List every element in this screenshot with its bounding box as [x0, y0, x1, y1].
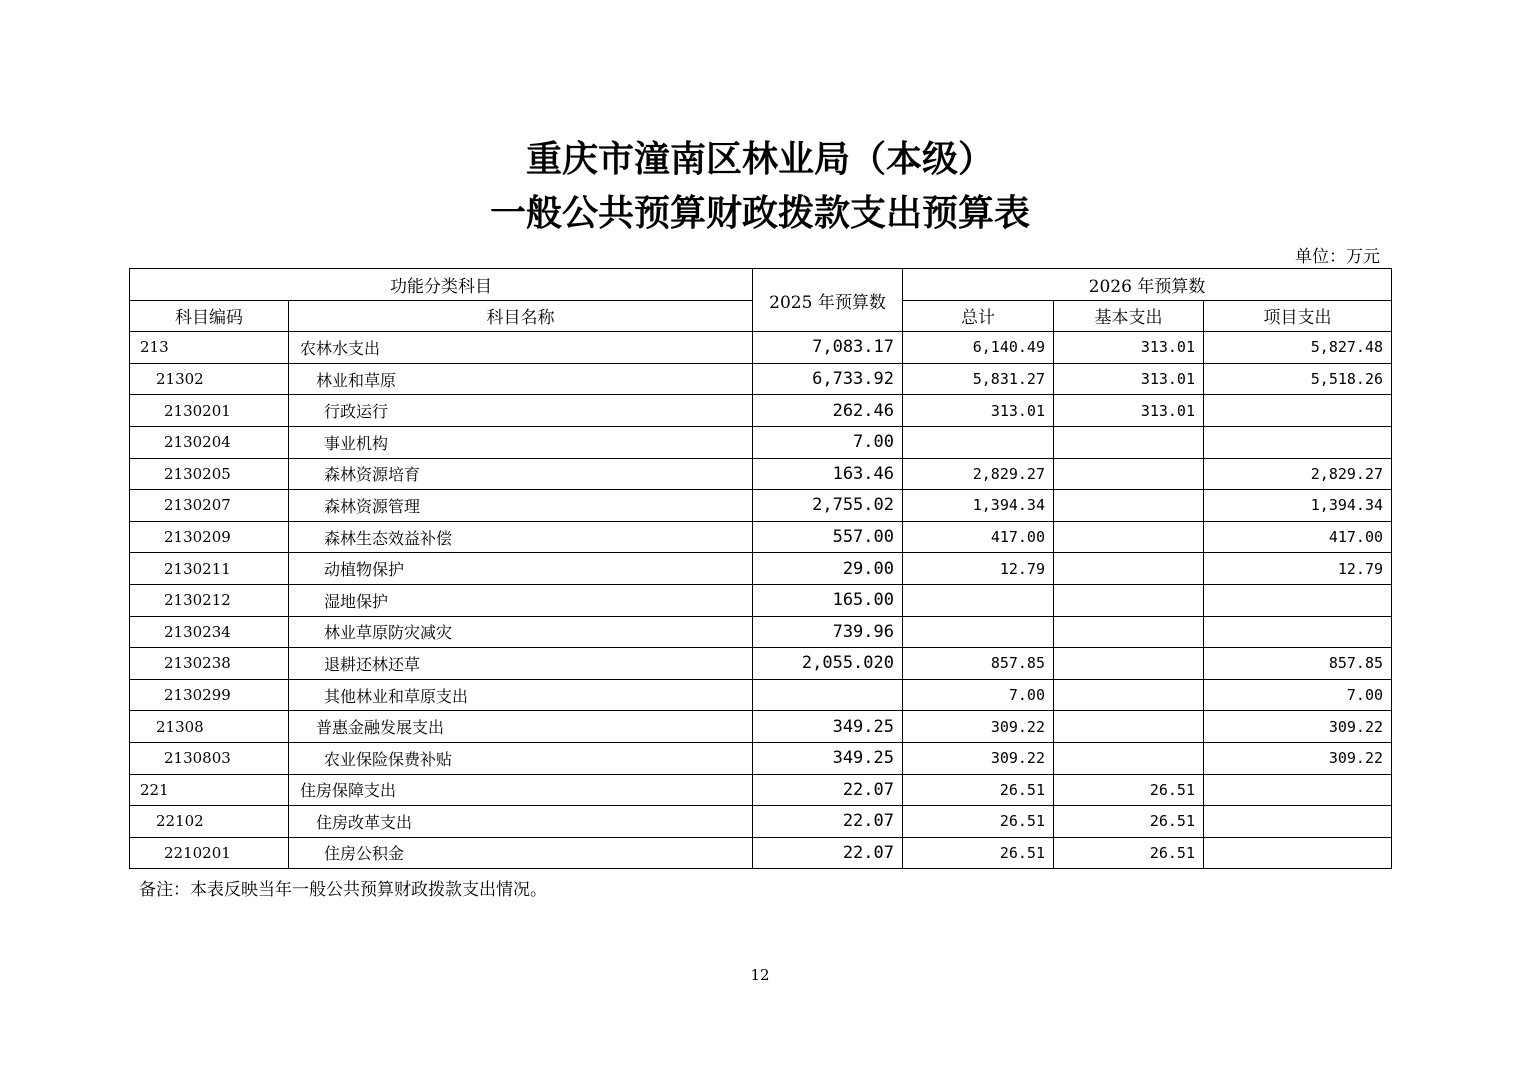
table-row: [130, 395, 1392, 427]
row-budget-2025: 22.07: [753, 774, 903, 806]
row-name: 其他林业和草原支出: [289, 679, 753, 711]
row-project: 309.22: [1204, 742, 1392, 774]
row-basic: 26.51: [1054, 806, 1204, 838]
row-code: 2130211: [130, 553, 289, 585]
row-budget-2025: 262.46: [753, 395, 903, 427]
row-budget-2025: [753, 679, 903, 711]
row-budget-2025: 349.25: [753, 742, 903, 774]
row-basic: [1054, 616, 1204, 648]
table-row: [130, 332, 1392, 364]
row-project: 857.85: [1204, 648, 1392, 680]
row-total: 313.01: [903, 395, 1054, 427]
row-name: 森林资源培育: [289, 458, 753, 490]
row-name: 林业和草原: [289, 363, 753, 395]
row-code: 2210201: [130, 837, 289, 869]
row-basic: [1054, 553, 1204, 585]
row-name: 森林资源管理: [289, 490, 753, 522]
page-title-line1: 重庆市潼南区林业局（本级）: [525, 138, 994, 180]
row-budget-2025: 2,755.02: [753, 490, 903, 522]
row-code: 221: [130, 774, 289, 806]
row-project: [1204, 395, 1392, 427]
footnote: 备注：本表反映当年一般公共预算财政拨款支出情况。: [139, 880, 547, 900]
row-total: 309.22: [903, 742, 1054, 774]
row-basic: [1054, 648, 1204, 680]
row-total: 6,140.49: [903, 332, 1054, 364]
header-basic: 基本支出: [1054, 300, 1204, 332]
row-budget-2025: 349.25: [753, 711, 903, 743]
row-basic: 313.01: [1054, 363, 1204, 395]
table-body: [130, 332, 1392, 869]
row-code: 213: [130, 332, 289, 364]
row-name: 住房保障支出: [289, 774, 753, 806]
row-basic: [1054, 679, 1204, 711]
row-basic: 26.51: [1054, 837, 1204, 869]
row-basic: [1054, 584, 1204, 616]
header-budget-2025: 2025 年预算数: [753, 269, 903, 332]
row-name: 农业保险保费补贴: [289, 742, 753, 774]
row-code: 21308: [130, 711, 289, 743]
table-row: [130, 458, 1392, 490]
row-total: 26.51: [903, 774, 1054, 806]
row-basic: [1054, 490, 1204, 522]
table-row: [130, 774, 1392, 806]
row-project: [1204, 584, 1392, 616]
row-project: [1204, 806, 1392, 838]
row-budget-2025: 739.96: [753, 616, 903, 648]
table-row: [130, 711, 1392, 743]
table-row: [130, 426, 1392, 458]
header-budget-2026: 2026 年预算数: [903, 269, 1392, 301]
row-total: 417.00: [903, 521, 1054, 553]
row-budget-2025: 22.07: [753, 837, 903, 869]
row-name: 退耕还林还草: [289, 648, 753, 680]
row-total: 12.79: [903, 553, 1054, 585]
row-code: 2130201: [130, 395, 289, 427]
table-row: [130, 648, 1392, 680]
row-name: 林业草原防灾减灾: [289, 616, 753, 648]
table-row: [130, 490, 1392, 522]
row-code: 22102: [130, 806, 289, 838]
row-budget-2025: 6,733.92: [753, 363, 903, 395]
row-project: 5,827.48: [1204, 332, 1392, 364]
row-name: 住房改革支出: [289, 806, 753, 838]
row-budget-2025: 163.46: [753, 458, 903, 490]
row-project: [1204, 774, 1392, 806]
row-basic: [1054, 742, 1204, 774]
row-name: 动植物保护: [289, 553, 753, 585]
header-total: 总计: [903, 300, 1054, 332]
row-name: 湿地保护: [289, 584, 753, 616]
header-name: 科目名称: [289, 300, 753, 332]
row-basic: 313.01: [1054, 395, 1204, 427]
row-basic: [1054, 521, 1204, 553]
row-project: [1204, 616, 1392, 648]
row-total: 1,394.34: [903, 490, 1054, 522]
row-code: 2130204: [130, 426, 289, 458]
row-basic: [1054, 458, 1204, 490]
table-row: [130, 521, 1392, 553]
row-total: [903, 584, 1054, 616]
row-code: 2130209: [130, 521, 289, 553]
row-code: 2130207: [130, 490, 289, 522]
row-project: [1204, 837, 1392, 869]
row-total: [903, 426, 1054, 458]
row-code: 2130234: [130, 616, 289, 648]
table-row: [130, 553, 1392, 585]
budget-table: [129, 268, 1392, 869]
header-project: 项目支出: [1204, 300, 1392, 332]
row-name: 住房公积金: [289, 837, 753, 869]
row-code: 21302: [130, 363, 289, 395]
table-row: [130, 742, 1392, 774]
table-row: [130, 837, 1392, 869]
row-total: 309.22: [903, 711, 1054, 743]
header-func-class: 功能分类科目: [130, 269, 753, 301]
row-project: [1204, 426, 1392, 458]
table-row: [130, 616, 1392, 648]
row-name: 普惠金融发展支出: [289, 711, 753, 743]
row-budget-2025: 165.00: [753, 584, 903, 616]
row-basic: [1054, 711, 1204, 743]
table-row: [130, 679, 1392, 711]
row-total: 26.51: [903, 837, 1054, 869]
row-total: 26.51: [903, 806, 1054, 838]
row-project: 5,518.26: [1204, 363, 1392, 395]
unit-label: 单位：万元: [1295, 247, 1380, 267]
row-name: 事业机构: [289, 426, 753, 458]
table-row: [130, 806, 1392, 838]
row-code: 2130205: [130, 458, 289, 490]
row-name: 农林水支出: [289, 332, 753, 364]
row-code: 2130238: [130, 648, 289, 680]
row-code: 2130299: [130, 679, 289, 711]
row-code: 2130212: [130, 584, 289, 616]
row-budget-2025: 2,055.020: [753, 648, 903, 680]
row-project: 417.00: [1204, 521, 1392, 553]
row-basic: 26.51: [1054, 774, 1204, 806]
page-number: 12: [750, 966, 770, 984]
row-budget-2025: 22.07: [753, 806, 903, 838]
row-total: 5,831.27: [903, 363, 1054, 395]
table-row: [130, 363, 1392, 395]
row-budget-2025: 29.00: [753, 553, 903, 585]
row-project: 2,829.27: [1204, 458, 1392, 490]
page-title-line2: 一般公共预算财政拨款支出预算表: [489, 192, 1030, 234]
row-budget-2025: 7,083.17: [753, 332, 903, 364]
row-total: 857.85: [903, 648, 1054, 680]
row-basic: [1054, 426, 1204, 458]
row-total: 7.00: [903, 679, 1054, 711]
table-row: [130, 584, 1392, 616]
row-basic: 313.01: [1054, 332, 1204, 364]
row-project: 7.00: [1204, 679, 1392, 711]
row-project: 12.79: [1204, 553, 1392, 585]
row-total: [903, 616, 1054, 648]
row-name: 森林生态效益补偿: [289, 521, 753, 553]
row-budget-2025: 7.00: [753, 426, 903, 458]
row-name: 行政运行: [289, 395, 753, 427]
header-code: 科目编码: [130, 300, 289, 332]
row-total: 2,829.27: [903, 458, 1054, 490]
row-budget-2025: 557.00: [753, 521, 903, 553]
row-project: 309.22: [1204, 711, 1392, 743]
row-code: 2130803: [130, 742, 289, 774]
row-project: 1,394.34: [1204, 490, 1392, 522]
